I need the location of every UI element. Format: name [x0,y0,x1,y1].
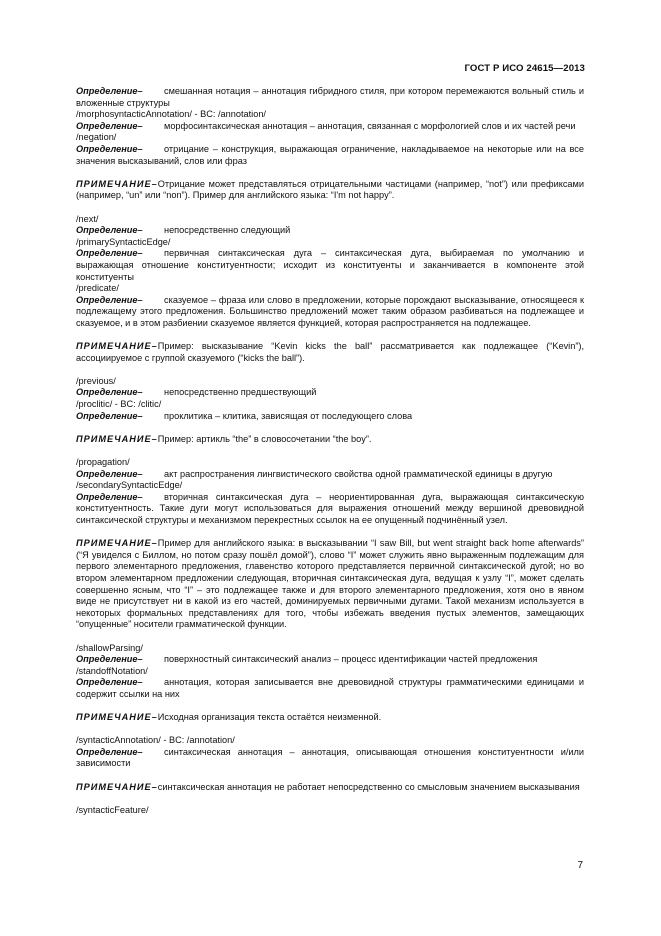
spacer [76,202,584,214]
note-paragraph [76,782,584,794]
definition-label: Определение– [76,294,143,305]
document-body [76,86,584,816]
note-label: ПРИМЕЧАНИЕ– [76,178,158,189]
definition-label: Определение– [76,654,143,665]
definition-paragraph [76,86,584,109]
term-text: /propagation/ [76,457,130,467]
definition-label: Определение– [76,225,143,236]
term-text: /proclitic/ - BC: /clitic/ [76,399,162,410]
spacer [76,329,584,341]
term-text: /syntacticAnnotation/ - BC: /annotation/ [76,735,235,746]
note-label: ПРИМЕЧАНИЕ– [76,712,158,723]
definition-text: морфосинтаксическая аннотация – аннотация, связанная с морфологией слов и их частей речи [164,120,576,131]
term-text: /syntacticFeature/ [76,804,149,815]
definition-paragraph [76,747,584,770]
spacer [76,700,584,712]
term-heading [76,109,584,121]
definition-text: сказуемое – фраза или слово в предложении, которые порождают высказывание, относящееся к подлежащему этого предложения. Большинство предложений может таким образом разбиваться на подлежащее и сказуемое, и в этом разбиении сказуемое является функцией, которая распространяется на подлежащее. [76,294,584,328]
note-label: ПРИМЕЧАНИЕ– [76,538,158,549]
term-heading [76,376,584,388]
definition-label: Определение– [76,468,143,479]
term-heading [76,805,584,817]
note-text: синтаксическая аннотация не работает непосредственно со смысловым значением высказывания [157,781,580,792]
definition-label: Определение– [76,120,143,131]
definition-paragraph [76,492,584,527]
note-text: Пример: артикль “the” в словосочетании “the boy”. [157,433,372,444]
note-text: Пример для английского языка: в высказывании “I saw Bill, but went straight back home afterwards” (“Я увиделся с Биллом, но потом сразу пошёл домой”), слово “I” может служить явно выраженным подлежащим для первого элементарного предложения, главенство которого представляется первичной синтаксической дугой; но во втором элементарном предложении следующая, вторичная синтаксическая дуга, ведущая к узлу “I”, может сделать совершенно ясным, что “I” – это подлежащее также и для второго элементарного предложения, хотя оно в явном виде не присутствует ни в какой из его частей, доминируемых первичными дугами. Такой механизм используется в некоторых формальных представлениях для того, чтобы избежать введения пустых элементов, замещающих “опущенные” носители грамматической функции. [76,538,584,630]
spacer [76,631,584,643]
spacer [76,770,584,782]
term-heading [76,399,584,411]
term-heading [76,643,584,655]
definition-label: Определение– [76,387,143,398]
definition-text: поверхностный синтаксический анализ – процесс идентификации частей предложения [164,654,538,665]
definition-label: Определение– [76,86,143,96]
term-text: /predicate/ [76,283,119,294]
definition-paragraph [76,295,584,330]
term-text: /next/ [76,213,99,224]
term-heading [76,237,584,249]
note-label: ПРИМЕЧАНИЕ– [76,433,158,444]
note-label: ПРИМЕЧАНИЕ– [76,781,158,792]
definition-text: первичная синтаксическая дуга – синтаксическая дуга, выбираемая по умолчанию и выражающая отношение конституентности; исходит из конституенты и заканчивается в компоненте этой конституенты [76,248,584,282]
definition-paragraph [76,469,584,481]
definition-text: смешанная нотация – аннотация гибридного стиля, при котором перемежаются вольный стиль и вложенные структуры [76,86,584,108]
definition-label: Определение– [76,410,143,421]
term-heading [76,480,584,492]
spacer [76,167,584,179]
note-paragraph [76,538,584,631]
note-text: Исходная организация текста остаётся неизменной. [157,712,382,723]
term-heading [76,132,584,144]
definition-text: отрицание – конструкция, выражающая ограничение, накладываемое на некоторые или на все значения высказываний, слов или фраз [76,143,584,166]
definition-text: аннотация, которая записывается вне древовидной структуры грамматическими единицами и содержит ссылки на них [76,677,584,699]
definition-paragraph [76,654,584,666]
term-heading [76,666,584,678]
definition-paragraph [76,225,584,237]
definition-label: Определение– [76,143,143,154]
definition-paragraph [76,144,584,167]
term-text: /morphosyntacticAnnotation/ - BC: /annotation/ [76,109,266,120]
page-number: 7 [577,860,583,871]
definition-text: проклитика – клитика, зависящая от последующего слова [164,410,413,421]
term-text: /shallowParsing/ [76,642,143,653]
definition-text: непосредственно предшествующий [164,387,317,398]
definition-label: Определение– [76,677,143,688]
note-paragraph [76,341,584,364]
note-label: ПРИМЕЧАНИЕ– [76,341,158,352]
definition-paragraph [76,248,584,283]
term-heading [76,283,584,295]
spacer [76,422,584,434]
definition-paragraph [76,387,584,399]
term-text: /previous/ [76,375,116,386]
term-text: /secondarySyntacticEdge/ [76,480,183,491]
term-text: /primarySyntacticEdge/ [76,236,171,247]
standard-header: ГОСТ Р ИСО 24615—2013 [464,63,585,74]
definition-text: непосредственно следующий [164,225,291,236]
term-heading [76,214,584,226]
note-paragraph [76,434,584,446]
term-text: /standoffNotation/ [76,665,148,676]
term-heading [76,735,584,747]
note-text: Пример: высказывание “Kevin kicks the ball” рассматривается как подлежащее (“Kevin”), ассоциируемое с группой сказуемого (“kicks the ball”). [76,341,584,363]
spacer [76,364,584,376]
definition-paragraph [76,677,584,700]
spacer [76,527,584,539]
definition-paragraph [76,411,584,423]
definition-label: Определение– [76,491,143,502]
definition-label: Определение– [76,746,143,757]
note-paragraph [76,712,584,724]
definition-text: вторичная синтаксическая дуга – неориентированная дуга, выражающая синтаксическую конституентность. Такие дуги могут использоваться для выражения отношений между вершиной древовидной синтаксической структуры и механизмом перекрестных ссылок на ее опущенный подчинённый узел. [76,491,584,525]
spacer [76,793,584,805]
note-paragraph [76,179,584,202]
definition-paragraph [76,121,584,133]
term-text: /negation/ [76,132,117,143]
definition-label: Определение– [76,248,143,259]
spacer [76,445,584,457]
term-heading [76,457,584,469]
definition-text: акт распространения лингвистического свойства одной грамматической единицы в другую [164,468,553,479]
definition-text: синтаксическая аннотация – аннотация, описывающая отношения конституентности и/или зависимости [76,746,584,769]
note-text: Отрицание может представляться отрицательными частицами (например, “not”) или префиксами (например, “un” или “non”). Пример для английского языка: “I'm not happy”. [76,178,584,201]
spacer [76,724,584,736]
